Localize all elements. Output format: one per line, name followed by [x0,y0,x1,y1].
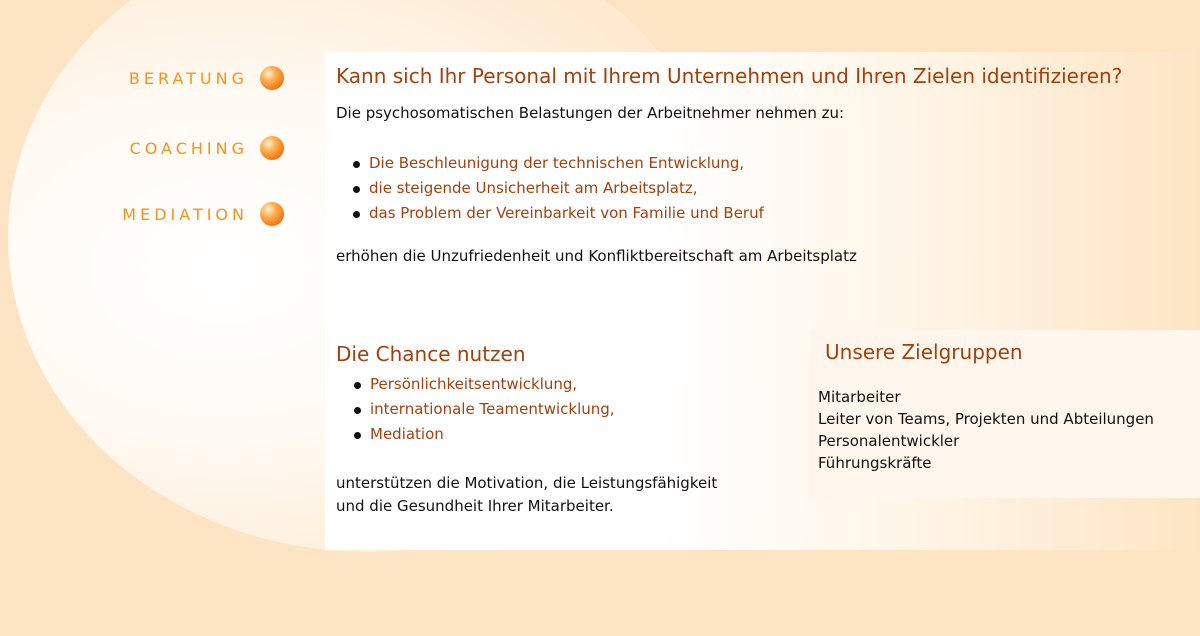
page-title: Kann sich Ihr Personal mit Ihrem Unternehmen und Ihren Zielen identifizieren? [336,64,1123,88]
benefit-line-1: unterstützen die Motivation, die Leistungsfähigkeit [336,474,718,492]
target-groups-list [818,386,1154,474]
nav-label-mediation[interactable]: MEDIATION [122,204,248,224]
nav-item-beratung[interactable] [129,66,284,90]
content-panel [325,52,1200,550]
nav-item-coaching[interactable] [130,136,284,160]
stress-factors-list [353,151,764,226]
orange-ball-icon[interactable] [260,136,284,160]
conclusion-text: erhöhen die Unzufriedenheit und Konfliktbereitschaft am Arbeitsplatz [336,247,857,265]
list-item: Mediation [354,422,615,447]
list-item: das Problem der Vereinbarkeit von Familie und Beruf [353,201,764,226]
nav-label-beratung[interactable]: BERATUNG [128,68,248,88]
target-groups-box [809,330,1200,498]
list-item: internationale Teamentwicklung, [354,397,615,422]
list-item: Leiter von Teams, Projekten und Abteilungen [818,410,1154,428]
chance-heading: Die Chance nutzen [336,342,526,366]
benefit-text [336,472,717,518]
list-item: Mitarbeiter [818,388,901,406]
list-item: Führungskräfte [818,454,932,472]
nav-label-coaching[interactable]: COACHING [129,138,248,158]
intro-text: Die psychosomatischen Belastungen der Arbeitnehmer nehmen zu: [336,104,845,122]
main-navigation [0,0,300,300]
list-item: Die Beschleunigung der technischen Entwicklung, [353,151,764,176]
list-item: die steigende Unsicherheit am Arbeitsplatz, [353,176,764,201]
list-item: Persönlichkeitsentwicklung, [354,372,615,397]
orange-ball-icon[interactable] [260,66,284,90]
chance-list [354,372,615,447]
nav-item-mediation[interactable] [122,202,284,226]
orange-ball-icon[interactable] [260,202,284,226]
target-groups-title: Unsere Zielgruppen [825,340,1023,364]
benefit-line-2: und die Gesundheit Ihrer Mitarbeiter. [336,497,614,515]
list-item: Personalentwickler [818,432,960,450]
